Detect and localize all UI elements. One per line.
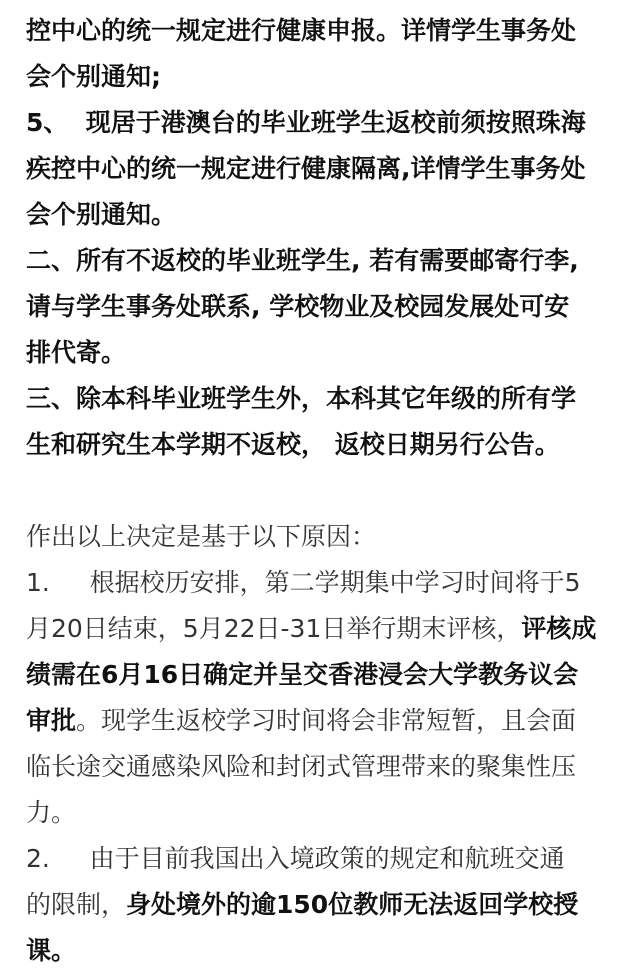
text-line: [26, 106, 586, 140]
text-line: [26, 704, 576, 738]
text-line: [26, 244, 579, 278]
bold-text: 评核成: [521, 614, 597, 643]
text-line: [26, 796, 76, 830]
text-line: [26, 152, 586, 186]
bold-text: 会个别通知;: [26, 62, 161, 91]
bold-text: 课。: [26, 936, 77, 965]
bold-text: 疾控中心的统一规定进行健康隔离,详情学生事务处: [26, 154, 586, 183]
bold-text: 三、除本科毕业班学生外，本科其它年级的所有学: [26, 384, 577, 413]
bold-text: 身处境外的逾150位教师无法返回学校授: [126, 890, 579, 919]
bold-text: 排代寄。: [26, 338, 127, 367]
text-line: [26, 198, 176, 232]
text-line: [26, 934, 76, 968]
body-text: 力。: [26, 798, 77, 827]
text-line: [26, 290, 569, 324]
body-text: 作出以上决定是基于以下原因：: [26, 522, 377, 551]
body-text: 2. 由于目前我国出入境政策的规定和航班交通: [26, 844, 565, 873]
bold-text: 绩需在6月16日确定并呈交香港浸会大学教务议会: [26, 660, 579, 689]
body-text: 的限制，: [26, 890, 127, 919]
body-text: 。现学生返校学习时间将会非常短暂，且会面: [76, 706, 577, 735]
text-line: [26, 14, 576, 48]
text-line: [26, 888, 578, 922]
bold-text: 请与学生事务处联系, 学校物业及校园发展处可安: [26, 292, 570, 321]
body-text: 月20日结束，5月22日-31日举行期末评核，: [26, 614, 522, 643]
text-line: [26, 566, 581, 600]
bold-text: 控中心的统一规定进行健康申报。详情学生事务处: [26, 16, 577, 45]
bold-text: 审批: [26, 706, 77, 735]
bold-text: 会个别通知。: [26, 200, 177, 229]
bold-text: 5、 现居于港澳台的毕业班学生返校前须按照珠海: [26, 108, 586, 137]
text-line: [26, 612, 596, 646]
text-line: [26, 60, 161, 94]
text-line: [26, 520, 376, 554]
bold-text: 二、所有不返校的毕业班学生, 若有需要邮寄行李,: [26, 246, 579, 275]
bold-text: 生和研究生本学期不返校， 返校日期另行公告。: [26, 430, 560, 459]
text-line: [26, 382, 576, 416]
body-text: 1. 根据校历安排，第二学期集中学习时间将于5: [26, 568, 581, 597]
text-line: [26, 658, 578, 692]
text-line: [26, 428, 560, 462]
body-text: 临长途交通感染风险和封闭式管理带来的聚集性压: [26, 752, 577, 781]
text-line: [26, 336, 126, 370]
text-line: [26, 842, 565, 876]
text-line: [26, 750, 576, 784]
